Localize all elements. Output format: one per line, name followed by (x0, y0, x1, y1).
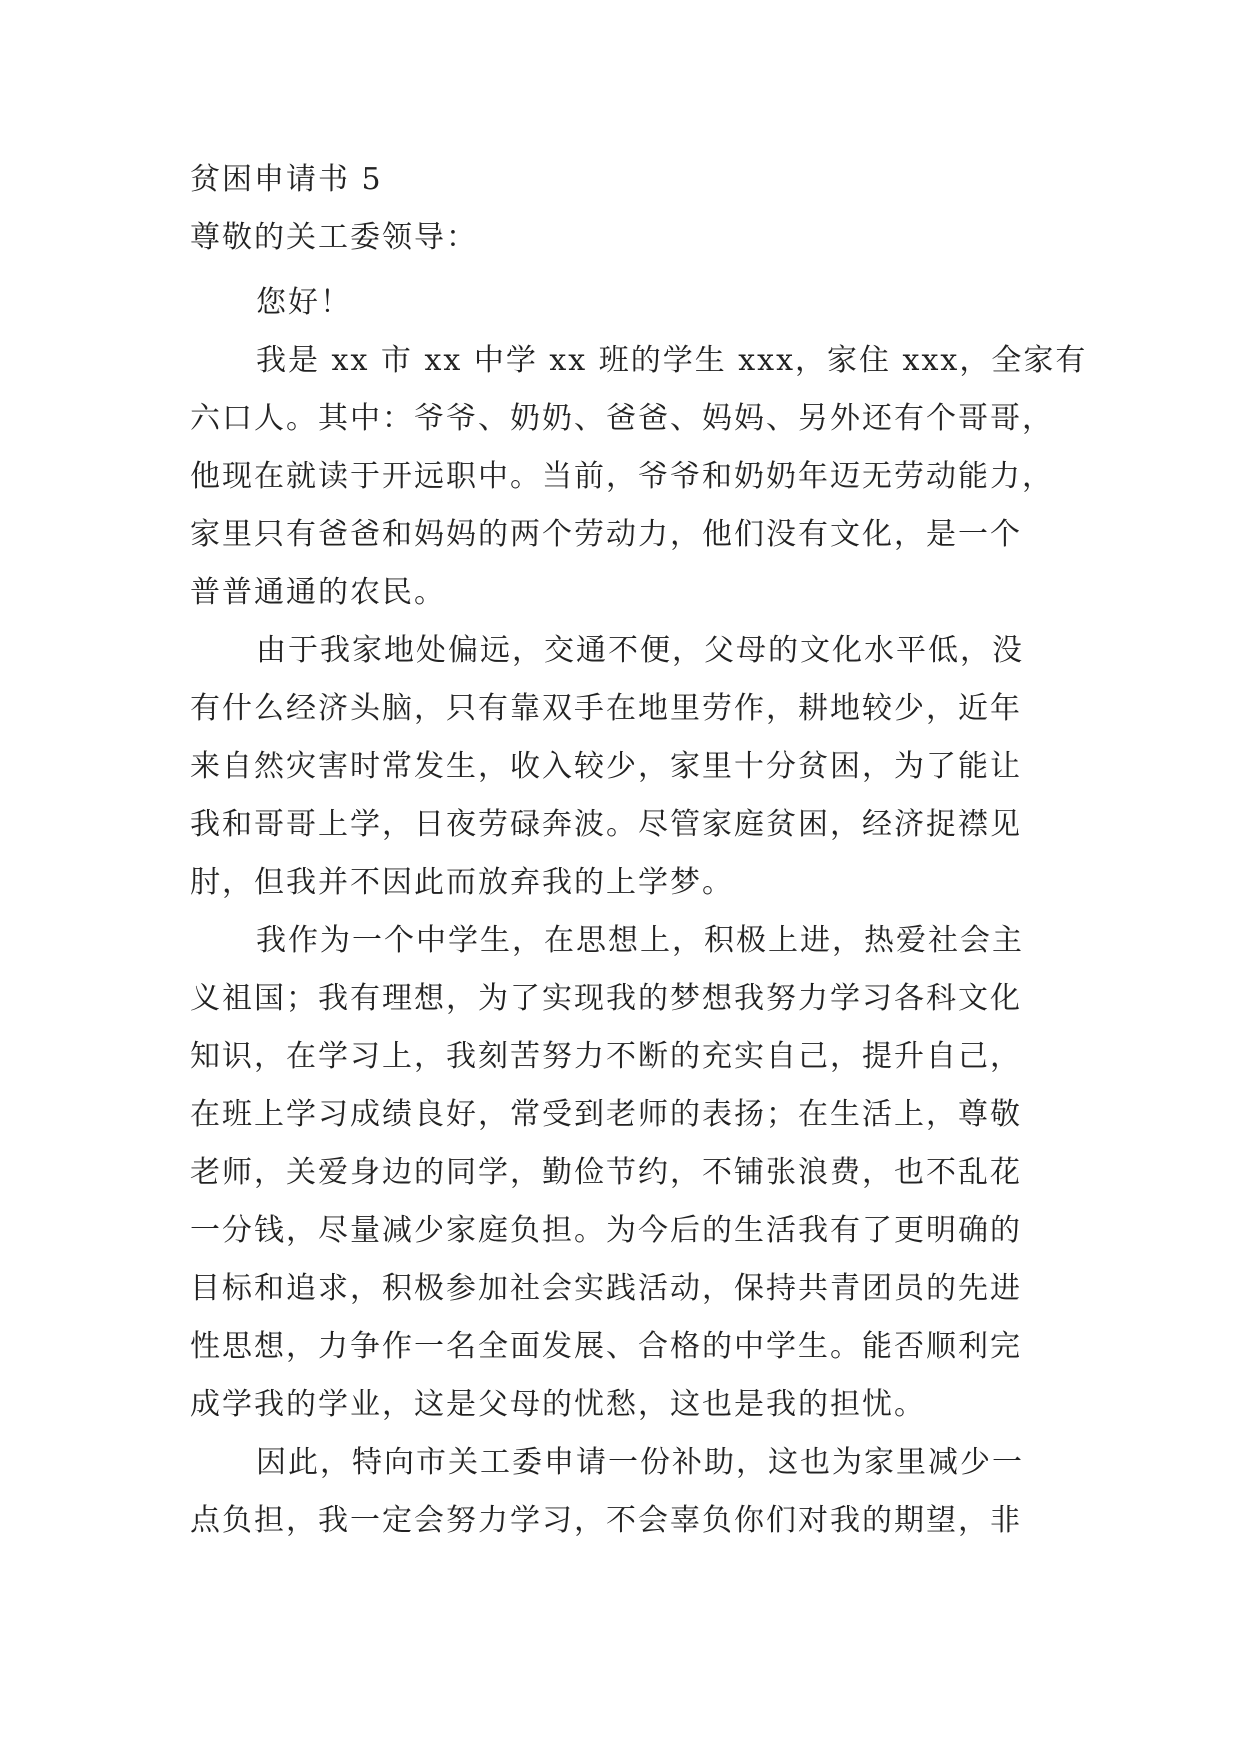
text-line: 成学我的学业，这是父母的忧愁，这也是我的担忧。 (190, 1387, 926, 1422)
text-line: 家里只有爸爸和妈妈的两个劳动力，他们没有文化，是一个 (190, 517, 1022, 552)
text-line: 我是 xx 市 xx 中学 xx 班的学生 xxx，家住 xxx，全家有 (256, 343, 1088, 378)
text-line: 您好！ (256, 285, 352, 320)
document-body (190, 158, 1088, 1550)
text-line: 来自然灾害时常发生，收入较少，家里十分贫困，为了能让 (190, 749, 1022, 784)
text-line: 老师，关爱身边的同学，勤俭节约，不铺张浪费，也不乱花 (190, 1155, 1022, 1190)
text-line: 普普通通的农民。 (190, 575, 446, 610)
text-line: 六口人。其中：爷爷、奶奶、爸爸、妈妈、另外还有个哥哥， (190, 401, 1054, 436)
body-text (190, 274, 1088, 1550)
text-line: 知识，在学习上，我刻苦努力不断的充实自己，提升自己， (190, 1039, 1022, 1074)
text-line: 有什么经济头脑，只有靠双手在地里劳作，耕地较少，近年 (190, 691, 1022, 726)
text-line: 他现在就读于开远职中。当前，爷爷和奶奶年迈无劳动能力， (190, 459, 1054, 494)
text-line: 我和哥哥上学，日夜劳碌奔波。尽管家庭贫困，经济捉襟见 (190, 807, 1022, 842)
text-line: 我作为一个中学生，在思想上，积极上进，热爱社会主 (256, 923, 1024, 958)
text-line: 一分钱，尽量减少家庭负担。为今后的生活我有了更明确的 (190, 1213, 1022, 1248)
document-title: 贫困申请书 5 (190, 162, 383, 197)
text-line: 性思想，力争作一名全面发展、合格的中学生。能否顺利完 (190, 1329, 1022, 1364)
text-line: 目标和追求，积极参加社会实践活动，保持共青团员的先进 (190, 1271, 1022, 1306)
text-line: 在班上学习成绩良好，常受到老师的表扬；在生活上，尊敬 (190, 1097, 1022, 1132)
text-line: 肘，但我并不因此而放弃我的上学梦。 (190, 865, 734, 900)
text-line: 点负担，我一定会努力学习，不会辜负你们对我的期望，非 (190, 1503, 1022, 1538)
text-line: 由于我家地处偏远，交通不便，父母的文化水平低，没 (256, 633, 1024, 668)
text-line: 义祖国；我有理想，为了实现我的梦想我努力学习各科文化 (190, 981, 1022, 1016)
text-line: 因此，特向市关工委申请一份补助，这也为家里减少一 (256, 1445, 1024, 1480)
salutation: 尊敬的关工委领导： (190, 220, 478, 255)
